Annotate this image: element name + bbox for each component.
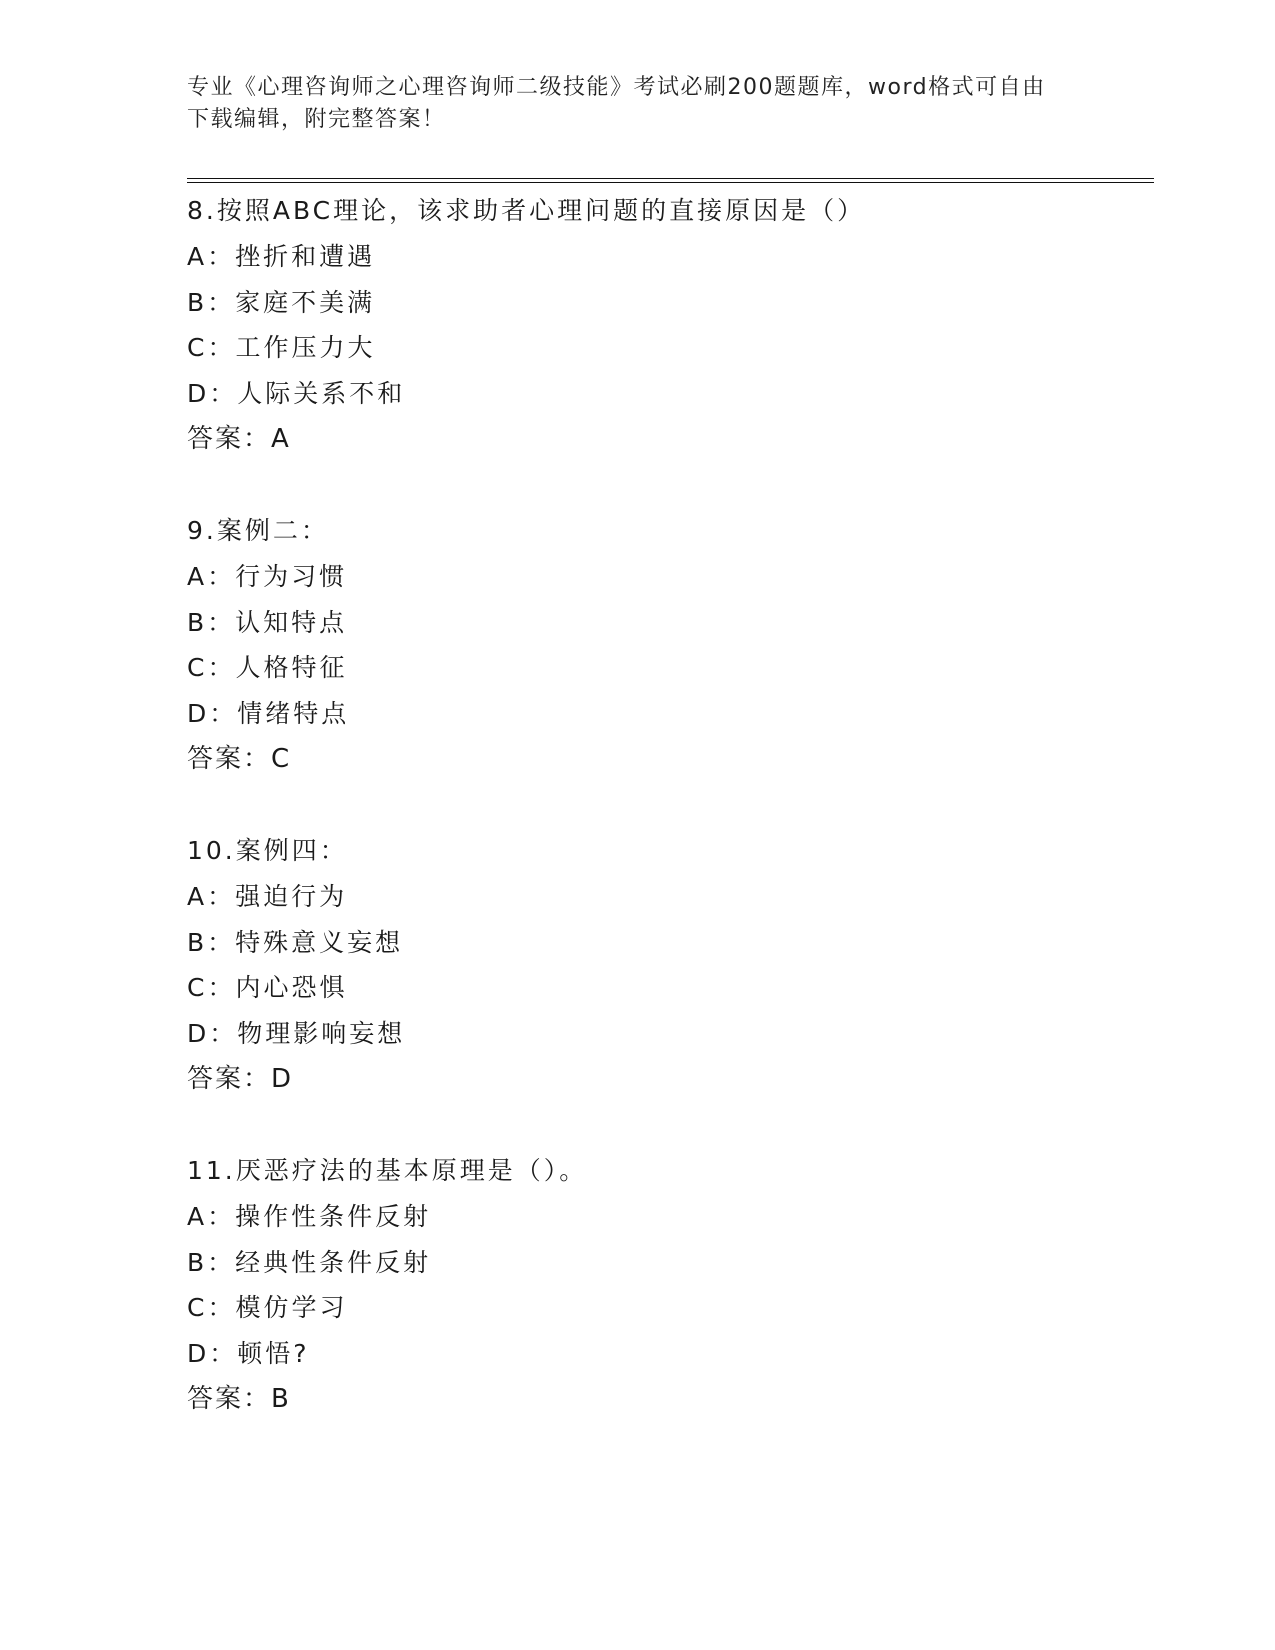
option-b: B：家庭不美满 bbox=[187, 287, 376, 317]
answer-label: 答案：A bbox=[187, 423, 291, 454]
question-11 bbox=[187, 1148, 1147, 1468]
document-header: 专业《心理咨询师之心理咨询师二级技能》考试必刷200题题库，word格式可自由下载编辑，附完整答案！ bbox=[187, 75, 1046, 132]
option-a: A：挫折和遭遇 bbox=[187, 241, 376, 271]
answer-label: 答案：C bbox=[187, 743, 292, 774]
option-a: A：强迫行为 bbox=[187, 881, 348, 911]
option-b: B：认知特点 bbox=[187, 607, 348, 637]
option-c: C：工作压力大 bbox=[187, 333, 376, 363]
option-d: D：物理影响妄想 bbox=[187, 1019, 406, 1049]
answer-label: 答案：B bbox=[187, 1383, 291, 1414]
question-10 bbox=[187, 828, 1147, 1148]
header-divider-top bbox=[187, 178, 1154, 179]
option-c: C：内心恐惧 bbox=[187, 973, 348, 1003]
header-divider-bottom bbox=[187, 182, 1154, 183]
question-list bbox=[187, 188, 1147, 1468]
option-c: C：模仿学习 bbox=[187, 1293, 348, 1323]
option-b: B：特殊意义妄想 bbox=[187, 927, 404, 957]
option-c: C：人格特征 bbox=[187, 653, 348, 683]
question-title: 9.案例二： bbox=[187, 516, 329, 545]
option-d: D：人际关系不和 bbox=[187, 379, 406, 409]
option-a: A：操作性条件反射 bbox=[187, 1201, 432, 1231]
question-8 bbox=[187, 188, 1147, 508]
option-d: D：情绪特点 bbox=[187, 699, 350, 729]
answer-label: 答案：D bbox=[187, 1063, 294, 1094]
question-title: 11.厌恶疗法的基本原理是（）。 bbox=[187, 1156, 588, 1185]
option-b: B：经典性条件反射 bbox=[187, 1247, 432, 1277]
question-title: 8.按照ABC理论，该求助者心理问题的直接原因是（） bbox=[187, 196, 866, 225]
option-d: D：顿悟? bbox=[187, 1339, 310, 1369]
question-9 bbox=[187, 508, 1147, 828]
question-title: 10.案例四： bbox=[187, 836, 348, 865]
option-a: A：行为习惯 bbox=[187, 561, 348, 591]
